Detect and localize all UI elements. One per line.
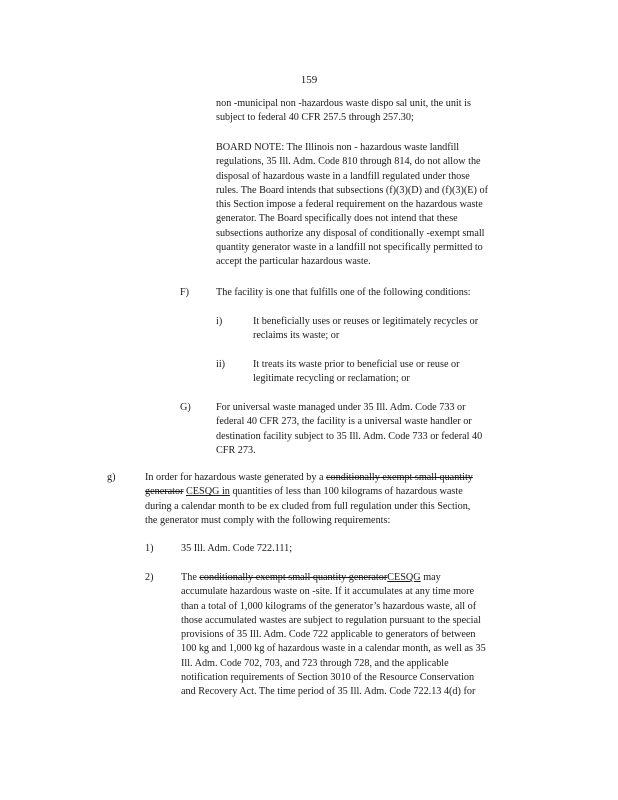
inserted-word: in — [219, 486, 230, 498]
board-note — [216, 141, 534, 270]
item-g-label: g) — [107, 472, 116, 483]
text-line: destination facility subject to 35 Ill. Adm. Code 733 or federal 40 — [216, 430, 483, 442]
item-F-text — [216, 286, 516, 300]
item-2-label: 2) — [145, 572, 154, 583]
item-G-label: G) — [180, 402, 191, 413]
text-line — [145, 471, 535, 485]
text-segment: may — [420, 572, 441, 583]
text-line: reclaims its waste; or — [253, 330, 340, 342]
text-line — [145, 485, 535, 499]
text-line: CFR 273. — [216, 444, 256, 456]
text-line: 100 kg and 1,000 kg of hazardous waste in a calendar month, as well as 35 — [181, 643, 486, 655]
text-line: It treats its waste prior to beneficial use or reuse or — [253, 359, 460, 370]
text-line: disposal of hazardous waste in a landfill regulated under those — [216, 170, 470, 182]
page-number: 159 — [300, 74, 318, 86]
deleted-text: generator — [145, 486, 184, 498]
text-line: subsections authorize any disposal of conditionally -exempt small — [216, 227, 485, 239]
text-line: during a calendar month to be ex cluded from full regulation under this Section, — [145, 500, 471, 512]
text-line: quantity generator waste in a landfill not specifically permitted to — [216, 242, 483, 254]
inserted-text — [186, 486, 230, 497]
item-G-text — [216, 401, 534, 458]
item-F-i-text — [253, 315, 521, 344]
text-line: non -municipal non -hazardous waste dispo sal unit, the unit is — [216, 98, 471, 109]
deleted-text: conditionally exempt small quantity generator — [199, 572, 388, 583]
text-line: this Section impose a federal requirement on the hazardous waste — [216, 199, 483, 211]
text-line: Ill. Adm. Code 702, 703, and 723 through 728, and the applicable — [181, 657, 449, 669]
text-line: than a total of 1,000 kilograms of the generator’s hazardous waste, all of — [181, 600, 477, 612]
item-1-text — [181, 542, 381, 556]
text-segment: The — [181, 572, 200, 583]
text-line — [181, 571, 537, 585]
text-line: rules. The Board intends that subsections (f)(3)(D) and (f)(3)(E) of — [216, 184, 488, 196]
item-2-text — [181, 571, 537, 700]
text-line: those accumulated wastes are subject to regulation pursuant to the special — [181, 614, 481, 626]
text-line: BOARD NOTE: The Illinois non - hazardous waste landfill — [216, 142, 460, 153]
deleted-text: conditionally exempt small quantity — [326, 472, 473, 483]
inserted-word: CESQG — [186, 486, 220, 498]
item-F-ii-label: ii) — [216, 359, 226, 370]
text-line: accept the particular hazardous waste. — [216, 256, 371, 268]
item-F-i-label: i) — [216, 316, 223, 327]
text-segment: quantities of less than 100 kilograms of hazardous waste — [229, 486, 463, 498]
text-line: provisions of 35 Ill. Adm. Code 722 applicable to generators of between — [181, 629, 476, 641]
text-line: federal 40 CFR 273, the facility is a universal waste handler or — [216, 416, 472, 428]
text-line: legitimate recycling or reclamation; or — [253, 373, 410, 385]
text-line: regulations, 35 Ill. Adm. Code 810 through 814, do not allow the — [216, 156, 481, 168]
text-line: accumulate hazardous waste on -site. If it accumulates at any time more — [181, 586, 475, 598]
text-line: generator. The Board specifically does not intend that these — [216, 213, 458, 225]
text-line: It beneficially uses or reuses or legitimately recycles or — [253, 316, 479, 327]
text-line: subject to federal 40 CFR 257.5 through 257.30; — [216, 112, 414, 124]
continuation-paragraph — [216, 97, 512, 126]
item-F-ii-text — [253, 358, 503, 387]
text-line: 35 Ill. Adm. Code 722.111; — [181, 543, 293, 554]
text-segment: In order for hazardous waste generated by a — [145, 472, 327, 483]
text-line: the generator must comply with the following requirements: — [145, 514, 391, 526]
text-line: The facility is one that fulfills one of the following conditions: — [216, 287, 471, 298]
text-line: notification requirements of Section 3010 of the Resource Conservation — [181, 672, 475, 684]
inserted-text: CESQG — [387, 572, 421, 583]
text-line: and Recovery Act. The time period of 35 Ill. Adm. Code 722.13 4(d) for — [181, 686, 476, 698]
item-g-text — [145, 471, 535, 528]
item-F-label: F) — [180, 287, 190, 298]
text-line: For universal waste managed under 35 Ill. Adm. Code 733 or — [216, 402, 466, 413]
item-1-label: 1) — [145, 543, 154, 554]
